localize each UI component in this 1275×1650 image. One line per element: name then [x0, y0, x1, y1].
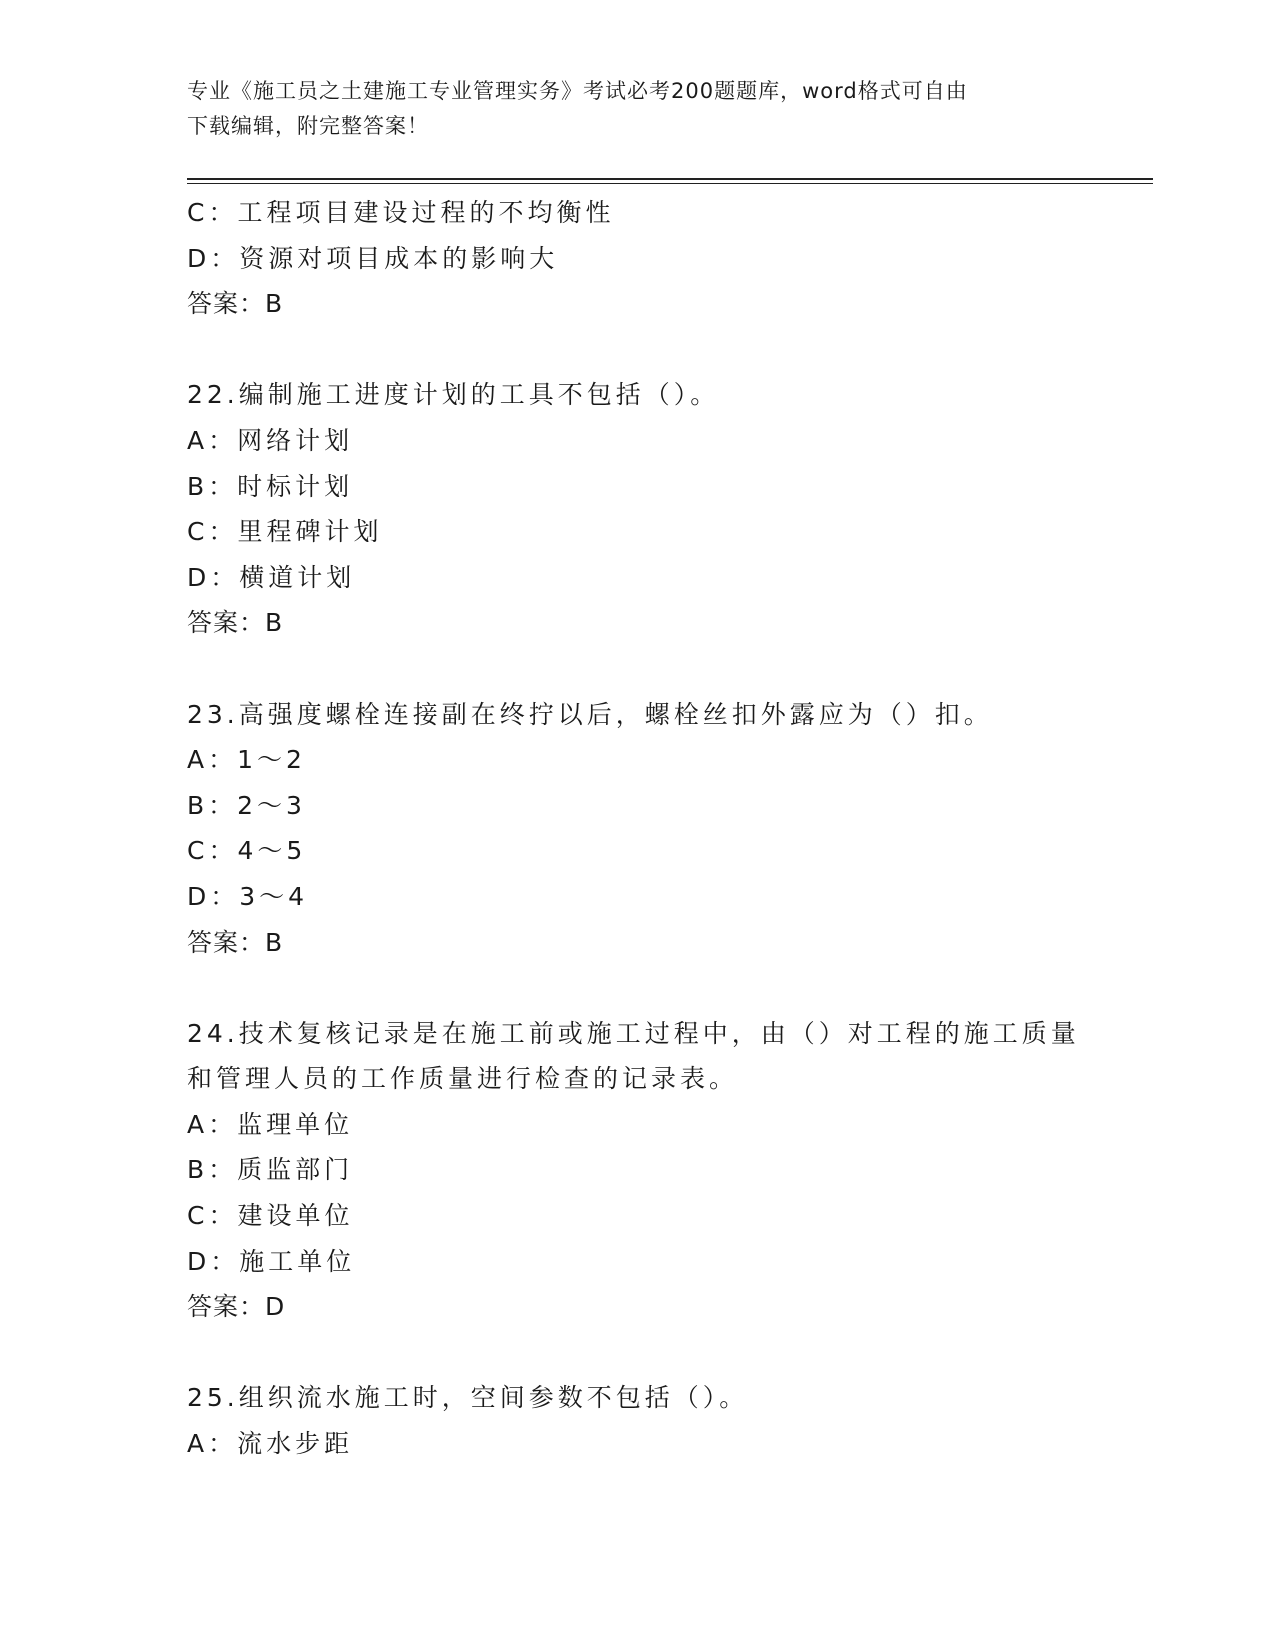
q24-stem-line-1: 24.技术复核记录是在施工前或施工过程中，由（）对工程的施工质量: [187, 1018, 1080, 1048]
q24-option-c: C：建设单位: [187, 1201, 354, 1231]
q23-option-d: D：3～4: [187, 881, 309, 911]
q22-stem: 22.编制施工进度计划的工具不包括（）。: [187, 380, 720, 410]
q25-option-a: A：流水步距: [187, 1429, 354, 1459]
header-title-line-2: 下载编辑，附完整答案！: [187, 114, 429, 138]
q22-option-a: A：网络计划: [187, 425, 354, 455]
q23-answer: 答案：B: [187, 927, 284, 957]
q23-option-b: B：2～3: [187, 790, 306, 820]
q24-answer: 答案：D: [187, 1292, 286, 1322]
q23-stem: 23.高强度螺栓连接副在终拧以后，螺栓丝扣外露应为（）扣。: [187, 699, 993, 729]
q24-option-d: D：施工单位: [187, 1246, 356, 1276]
q21-option-c: C：工程项目建设过程的不均衡性: [187, 198, 615, 227]
header-divider-thin: [187, 183, 1153, 184]
spacer: [187, 327, 1087, 373]
q23-option-a: A：1～2: [187, 745, 306, 775]
header-divider-thick: [187, 178, 1153, 180]
q24-option-b: B：质监部门: [187, 1155, 354, 1185]
spacer: [187, 646, 1087, 692]
spacer: [187, 1330, 1087, 1376]
q21-answer: 答案：B: [187, 289, 284, 319]
q22-answer: 答案：B: [187, 608, 284, 638]
q21-option-d: D：资源对项目成本的影响大: [187, 243, 559, 273]
question-list: [187, 190, 1087, 1467]
spacer: [187, 965, 1087, 1011]
q24-stem-line-2: 和管理人员的工作质量进行检查的记录表。: [187, 1064, 739, 1094]
q24-option-a: A：监理单位: [187, 1109, 354, 1139]
q22-option-b: B：时标计划: [187, 471, 354, 501]
q22-option-c: C：里程碑计划: [187, 517, 383, 547]
header-title-line-1: 专业《施工员之土建施工专业管理实务》考试必考200题题库，word格式可自由: [187, 79, 968, 103]
document-header: [187, 74, 1067, 144]
q23-option-c: C：4～5: [187, 836, 307, 866]
q22-option-d: D：横道计划: [187, 562, 356, 592]
q25-stem: 25.组织流水施工时，空间参数不包括（）。: [187, 1383, 749, 1413]
